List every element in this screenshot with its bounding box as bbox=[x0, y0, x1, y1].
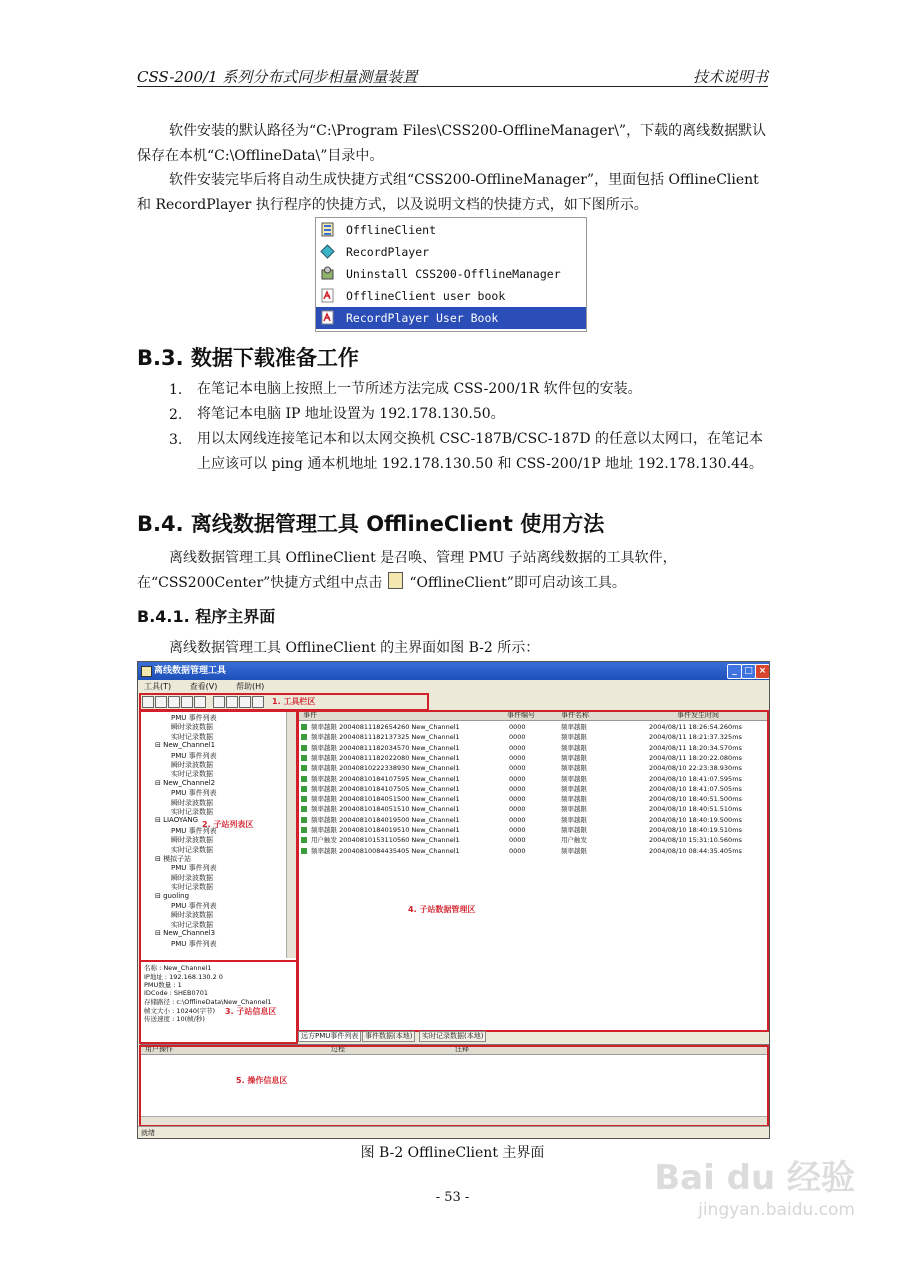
info-line: 名称 : New_Channel1 bbox=[144, 964, 212, 972]
app-icon bbox=[320, 222, 335, 237]
data-management-region-label: 4. 子站数据管理区 bbox=[408, 905, 476, 914]
table-cell: 频率越限 20040811182034570 New_Channel1 bbox=[311, 743, 460, 752]
table-cell: 2004/08/10 18:41:07.505ms bbox=[649, 784, 742, 793]
station-list-region-label: 2. 子站列表区 bbox=[202, 820, 254, 829]
watermark-url: jingyan.baidu.com bbox=[698, 1200, 855, 1220]
table-cell: 频率越限 bbox=[561, 826, 587, 834]
tree-leaf-node[interactable]: 瞬时录波数据 bbox=[171, 798, 213, 807]
section-b4-title: B.4. 离线数据管理工具 OfflineClient 使用方法 bbox=[137, 512, 605, 536]
table-cell: 0000 bbox=[509, 743, 526, 752]
status-text: 就绪 bbox=[141, 1129, 155, 1137]
operation-info-region-box bbox=[139, 1045, 769, 1127]
intro-paragraph-1: 软件安装的默认路径为“C:\Program Files\CSS200-OfflineManager\”，下载的离线数据默认保存在本机“C:\OfflineData\”目录中。 bbox=[137, 123, 767, 164]
table-cell: 频率越限 20040810084435405 New_Channel1 bbox=[311, 846, 460, 855]
watermark-brand: Bai du 经验 bbox=[654, 1158, 855, 1198]
station-info-region-box bbox=[139, 960, 298, 1044]
table-cell: 0000 bbox=[509, 805, 526, 814]
col-header[interactable]: 事件名称 bbox=[561, 711, 589, 719]
uninstall-icon bbox=[320, 266, 335, 281]
col-header[interactable]: 事件编号 bbox=[507, 711, 535, 719]
table-cell: 2004/08/11 18:21:37.325ms bbox=[649, 733, 742, 742]
table-cell: 0000 bbox=[509, 815, 526, 824]
table-cell: 2004/08/10 18:40:19.510ms bbox=[649, 826, 742, 834]
tab-bar bbox=[298, 1031, 767, 1043]
tree-station-node[interactable]: ⊟ LIAOYANG bbox=[155, 816, 199, 825]
station-info-region-label: 3. 子站信息区 bbox=[225, 1007, 277, 1016]
table-cell: 2004/08/10 18:40:19.500ms bbox=[649, 815, 742, 824]
table-cell: 0000 bbox=[509, 753, 526, 762]
table-cell: 2004/08/11 18:26:54.260ms bbox=[649, 723, 742, 731]
list-number: 3. bbox=[169, 432, 183, 448]
data-management-region-box bbox=[297, 710, 769, 1032]
table-cell: 频率越限 bbox=[561, 805, 587, 814]
list-number: 1. bbox=[169, 382, 183, 398]
table-cell: 0000 bbox=[509, 723, 526, 731]
table-cell: 0000 bbox=[509, 846, 526, 855]
table-cell: 频率越限 20040810184051500 New_Channel1 bbox=[311, 795, 460, 804]
table-cell: 频率越限 20040810184019510 New_Channel1 bbox=[311, 826, 460, 834]
table-cell: 频率越限 20040810222338930 New_Channel1 bbox=[311, 764, 460, 773]
menu-view[interactable]: 查看(V) bbox=[189, 682, 218, 691]
tab-realtime-data[interactable]: 实时记录数据(本地) bbox=[419, 1031, 486, 1042]
tree-station-node[interactable]: ⊟ New_Channel1 bbox=[155, 741, 216, 750]
list-item-text: 用以太网线连接笔记本和以太网交换机 CSC-187B/CSC-187D 的任意以太网口，在笔记本上应该可以 ping 通本机地址 192.178.130.50 和 CSS-200/1P 地址 192.178.130.44。 bbox=[197, 431, 764, 472]
list-item-text: 在笔记本电脑上按照上一节所述方法完成 CSS-200/1R 软件包的安装。 bbox=[197, 381, 642, 397]
table-cell: 频率越限 bbox=[561, 764, 587, 773]
figure-caption: 图 B-2 OfflineClient 主界面 bbox=[360, 1145, 545, 1161]
table-cell: 0000 bbox=[509, 784, 526, 793]
tree-station-node[interactable]: ⊟ guoling bbox=[155, 891, 190, 900]
section-b4-text-end: “OfflineClient”即可启动该工具。 bbox=[409, 575, 626, 591]
list-number: 2. bbox=[169, 407, 183, 423]
tree-station-node[interactable]: ⊟ 模拟子站 bbox=[155, 855, 192, 863]
shortcut-label: RecordPlayer User Book bbox=[346, 311, 499, 325]
close-button[interactable]: × bbox=[755, 664, 770, 679]
tree-leaf-node[interactable]: 实时记录数据 bbox=[171, 808, 213, 816]
table-cell: 频率越限 bbox=[561, 795, 587, 804]
tree-leaf-node[interactable]: 瞬时录波数据 bbox=[171, 873, 213, 882]
table-cell: 0000 bbox=[509, 795, 526, 804]
page-number: - 53 - bbox=[435, 1190, 470, 1205]
table-cell: 2004/08/10 08:44:35.405ms bbox=[649, 846, 742, 855]
tree-leaf-node[interactable]: PMU 事件列表 bbox=[171, 939, 217, 948]
window-title: 离线数据管理工具 bbox=[154, 666, 227, 676]
window-icon bbox=[141, 666, 152, 677]
menu-bar bbox=[138, 680, 769, 694]
table-cell: 2004/08/11 18:20:34.570ms bbox=[649, 743, 742, 752]
tree-leaf-node[interactable]: PMU 事件列表 bbox=[171, 714, 217, 722]
shortcut-label: Uninstall CSS200-OfflineManager bbox=[346, 267, 561, 281]
maximize-button[interactable]: □ bbox=[741, 664, 756, 679]
tree-leaf-node[interactable]: 瞬时录波数据 bbox=[171, 911, 213, 920]
info-line: IDCode : SHEB0701 bbox=[144, 988, 209, 997]
menu-tools[interactable]: 工具(T) bbox=[144, 682, 172, 691]
station-list-region-box bbox=[139, 710, 298, 962]
table-cell: 频率越限 bbox=[561, 733, 587, 742]
tree-leaf-node[interactable]: 实时记录数据 bbox=[171, 732, 213, 741]
shortcut-item[interactable] bbox=[316, 219, 586, 241]
table-cell: 0000 bbox=[509, 826, 526, 834]
table-cell: 频率越限 20040811182137325 New_Channel1 bbox=[311, 733, 460, 742]
shortcut-item-selected[interactable] bbox=[316, 307, 586, 329]
section-b4-paragraph bbox=[137, 546, 768, 596]
window-titlebar bbox=[138, 662, 769, 680]
table-cell: 频率越限 bbox=[561, 723, 587, 731]
table-cell: 频率越限 bbox=[561, 815, 587, 824]
operation-info-region-label: 5. 操作信息区 bbox=[236, 1076, 288, 1085]
table-cell: 频率越限 20040810184019500 New_Channel1 bbox=[311, 815, 460, 824]
table-cell: 频率越限 20040810184107505 New_Channel1 bbox=[311, 784, 460, 793]
tree-leaf-node[interactable]: 实时记录数据 bbox=[171, 920, 213, 929]
tree-leaf-node[interactable]: 瞬时录波数据 bbox=[171, 761, 213, 769]
header-doc-type: 技术说明书 bbox=[692, 68, 768, 86]
tree-leaf-node[interactable]: PMU 事件列表 bbox=[171, 864, 217, 873]
table-cell: 2004/08/10 18:40:51.500ms bbox=[649, 795, 742, 804]
log-col-header[interactable]: 过程 bbox=[331, 1045, 345, 1053]
shortcut-label: OfflineClient user book bbox=[346, 289, 506, 303]
shortcut-menu bbox=[315, 217, 587, 332]
table-cell: 0000 bbox=[509, 733, 526, 742]
shortcut-item[interactable] bbox=[316, 263, 586, 285]
tree-station-node[interactable]: ⊟ New_Channel3 bbox=[155, 929, 216, 938]
pdf-icon bbox=[320, 310, 335, 325]
table-cell: 频率越限 20040810184107595 New_Channel1 bbox=[311, 774, 460, 783]
table-cell: 2004/08/10 22:23:38.930ms bbox=[649, 764, 742, 773]
toolbar-region-label: 1. 工具栏区 bbox=[272, 697, 316, 706]
col-header[interactable]: 事件发生时间 bbox=[677, 711, 719, 719]
table-cell: 频率越限 20040810184051510 New_Channel1 bbox=[311, 805, 460, 814]
tree-leaf-node[interactable]: PMU 事件列表 bbox=[171, 902, 217, 910]
table-cell: 2004/08/10 18:41:07.595ms bbox=[649, 774, 742, 783]
info-line: IP地址 : 192.168.130.2 0 bbox=[144, 972, 223, 981]
table-cell: 0000 bbox=[509, 836, 526, 845]
tree-station-node[interactable]: ⊟ New_Channel2 bbox=[155, 778, 216, 787]
diamond-icon bbox=[320, 244, 335, 259]
table-cell: 频率越限 20040811182654260 New_Channel1 bbox=[311, 723, 460, 731]
tree-leaf-node[interactable]: PMU 事件列表 bbox=[171, 751, 217, 760]
info-line: 传送速度 : 10(帧/秒) bbox=[144, 1015, 205, 1023]
table-cell: 0000 bbox=[509, 764, 526, 773]
section-b3-title: B.3. 数据下载准备工作 bbox=[137, 346, 359, 370]
table-cell: 2004/08/10 18:40:51.510ms bbox=[649, 805, 742, 814]
status-bar bbox=[138, 1126, 769, 1139]
log-col-header[interactable]: 用户操作 bbox=[145, 1045, 173, 1053]
offlineclient-icon bbox=[388, 572, 403, 589]
tree-leaf-node[interactable]: 瞬时录波数据 bbox=[171, 723, 213, 732]
table-cell: 用户触发 20040810153110560 New_Channel1 bbox=[311, 836, 460, 845]
info-line: 存储路径 : c:\OfflineData\New_Channel1 bbox=[144, 998, 272, 1006]
tree-leaf-node[interactable]: 实时记录数据 bbox=[171, 845, 213, 854]
table-cell: 0000 bbox=[509, 774, 526, 783]
tree-leaf-node[interactable]: 实时记录数据 bbox=[171, 770, 213, 779]
section-b4-text: 离线数据管理工具 OfflineClient 是召唤、管理 PMU 子站离线数据的工具软件，在“CSS200Center”快捷方式组中点击 bbox=[137, 550, 677, 591]
log-col-header[interactable]: 注释 bbox=[455, 1045, 469, 1053]
shortcut-item[interactable] bbox=[316, 285, 586, 307]
tree-leaf-node[interactable]: PMU 事件列表 bbox=[171, 789, 217, 798]
table-cell: 频率越限 bbox=[561, 846, 587, 855]
col-header[interactable]: 事件 bbox=[303, 711, 317, 719]
table-cell: 频率越限 bbox=[561, 753, 587, 762]
table-cell: 用户触发 bbox=[561, 836, 587, 845]
tree-leaf-node[interactable]: PMU 事件列表 bbox=[171, 826, 217, 835]
table-cell: 2004/08/10 15:31:10.560ms bbox=[649, 836, 742, 845]
tab-event-data[interactable]: 事件数据(本地) bbox=[362, 1031, 415, 1042]
info-line: PMU数量 : 1 bbox=[144, 981, 182, 989]
table-cell: 频率越限 bbox=[561, 784, 587, 793]
intro-paragraph-2: 软件安装完毕后将自动生成快捷方式组“CSS200-OfflineManager”，里面包括 OfflineClient 和 RecordPlayer 执行程序的快捷方式，以及说明文档的快捷方式，如下图所示。 bbox=[137, 172, 759, 213]
list-item-text: 将笔记本电脑 IP 地址设置为 192.178.130.50。 bbox=[197, 406, 505, 422]
shortcut-item[interactable] bbox=[316, 241, 586, 263]
pdf-icon bbox=[320, 288, 335, 303]
table-cell: 频率越限 bbox=[561, 774, 587, 783]
tree-leaf-node[interactable]: 瞬时录波数据 bbox=[171, 836, 213, 845]
header-doc-title: CSS-200/1 系列分布式同步相量测量装置 bbox=[137, 68, 418, 86]
section-b41-title: B.4.1. 程序主界面 bbox=[137, 607, 276, 626]
menu-help[interactable]: 帮助(H) bbox=[235, 682, 265, 691]
minimize-button[interactable]: _ bbox=[727, 664, 742, 679]
shortcut-label: RecordPlayer bbox=[346, 245, 430, 259]
tab-remote-events[interactable]: 远方PMU事件列表 bbox=[298, 1031, 361, 1042]
shortcut-label: OfflineClient bbox=[346, 223, 437, 237]
table-cell: 频率越限 20040811182022080 New_Channel1 bbox=[311, 753, 460, 762]
info-line: 帧文大小 : 10240(字节) bbox=[144, 1006, 216, 1015]
offlineclient-window bbox=[137, 661, 770, 1139]
table-cell: 频率越限 bbox=[561, 743, 587, 752]
tree-leaf-node[interactable]: 实时记录数据 bbox=[171, 883, 213, 892]
table-cell: 2004/08/11 18:20:22.080ms bbox=[649, 753, 742, 762]
section-b41-paragraph: 离线数据管理工具 OfflineClient 的主界面如图 B-2 所示： bbox=[169, 640, 540, 656]
header-rule bbox=[137, 86, 768, 87]
